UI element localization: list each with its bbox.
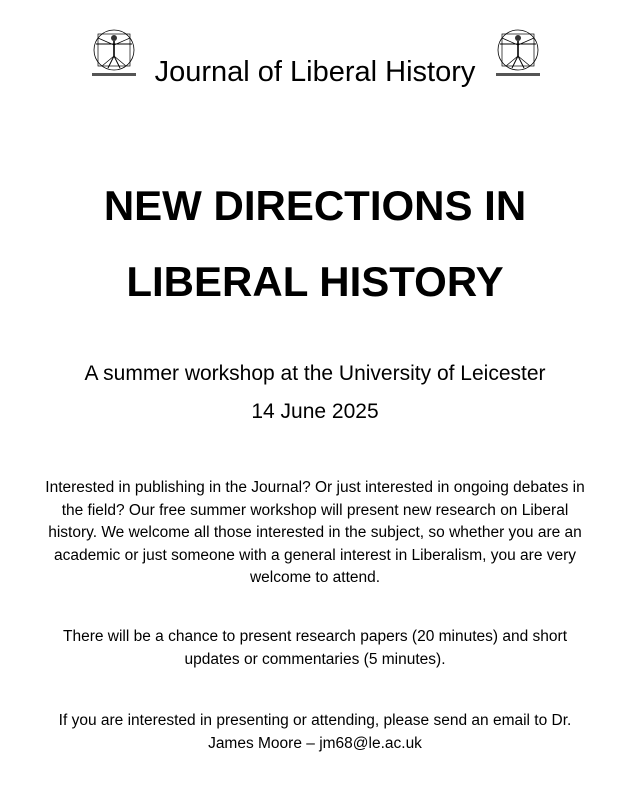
headline-line-1: NEW DIRECTIONS IN <box>103 182 527 229</box>
journal-title: Journal of Liberal History <box>154 56 476 88</box>
intro-paragraph: Interested in publishing in the Journal? Or just interested in ongoing debates in the field? Our free summer workshop will present new research on Liberal history. We welcome all those interested in the subject, so whether you are an academic or just someone with a general interest in Liberalism, you are very welcome to attend. <box>45 479 585 586</box>
contact-paragraph: If you are interested in presenting or attending, please send an email to Dr. James Moore – jm68@le.ac.uk <box>58 712 572 752</box>
presentation-info-paragraph: There will be a chance to present research papers (20 minutes) and short updates or commentaries (5 minutes). <box>62 628 567 668</box>
event-date: 14 June 2025 <box>251 400 379 423</box>
headline <box>0 168 630 320</box>
headline-line-2: LIBERAL HISTORY <box>126 258 504 305</box>
event-subtitle: A summer workshop at the University of Leicester <box>84 362 546 385</box>
